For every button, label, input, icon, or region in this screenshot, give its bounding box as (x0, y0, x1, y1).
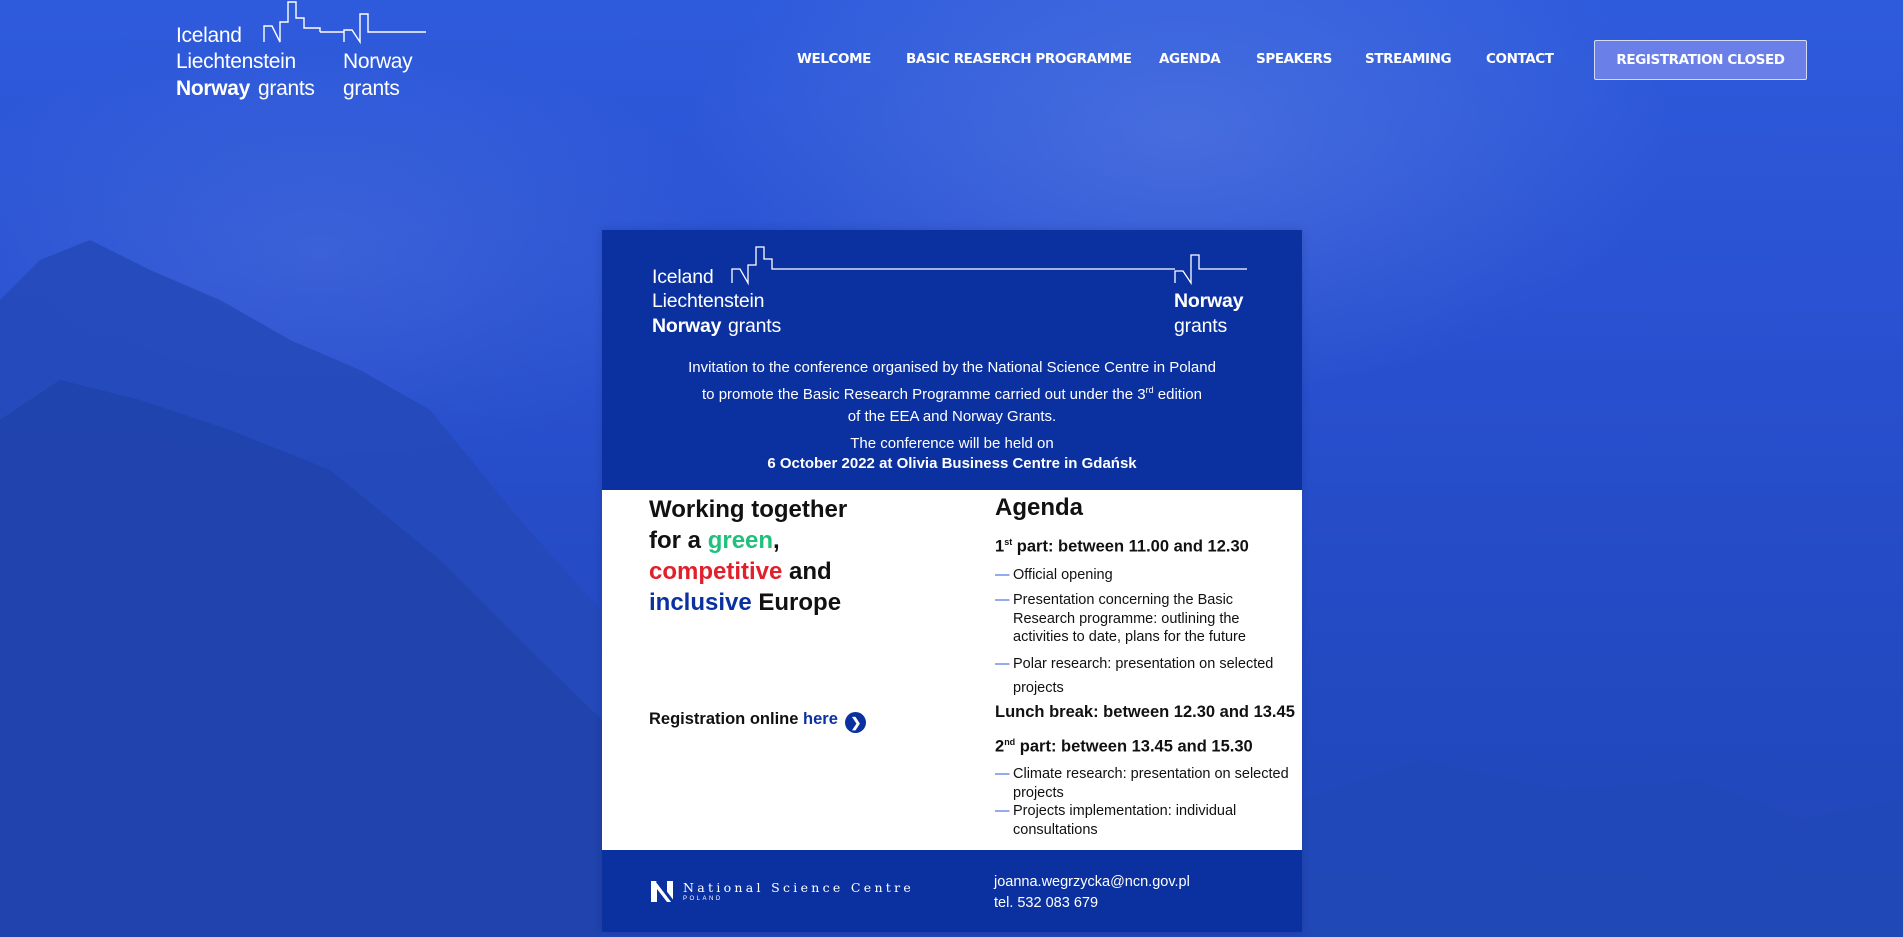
logo-grants: grants (258, 77, 315, 100)
agenda-item: — Official opening (995, 567, 1113, 583)
conference-date (602, 433, 1302, 475)
chevron-right-circle-icon[interactable]: ❯ (845, 712, 866, 733)
registration-online-link[interactable]: Registration online here ❯ (649, 710, 866, 733)
contact-info (994, 872, 1190, 914)
ncn-logo (649, 878, 915, 904)
invitation-footer (602, 850, 1302, 932)
site-logo[interactable] (176, 0, 426, 100)
invite-logo-liechtenstein: Liechtenstein (652, 290, 765, 312)
agenda-item: — Presentation concerning the Basic Research programme: outlining the activities to date, plans for the future (995, 592, 1246, 645)
logo-iceland: Iceland (176, 24, 242, 47)
nav-streaming[interactable]: STREAMING (1365, 51, 1452, 67)
nav-agenda[interactable]: AGENDA (1159, 51, 1221, 67)
nav-contact[interactable]: CONTACT (1486, 51, 1554, 67)
agenda-item: — Projects implementation: individual consultations (995, 803, 1237, 838)
nav-welcome[interactable]: WELCOME (797, 51, 871, 67)
logo-norway-right: Norway (343, 50, 413, 73)
intro-line-3: of the EEA and Norway Grants. (847, 408, 1057, 425)
invite-logo-grants: grants (728, 315, 781, 337)
invitation-card (602, 230, 1302, 932)
invite-logo-grants-right: grants (1174, 315, 1227, 337)
lunch-break: Lunch break: between 12.30 and 13.45 (995, 703, 1295, 721)
part-2-heading: 2nd part: between 13.45 and 15.30 (995, 737, 1253, 756)
held-on-text: The conference will be held on (850, 435, 1054, 452)
contact-email[interactable]: joanna.wegrzycka@ncn.gov.pl (994, 874, 1190, 890)
ncn-name: National Science Centre (683, 880, 915, 895)
contact-phone: tel. 532 083 679 (994, 895, 1099, 911)
registration-closed-button[interactable]: REGISTRATION CLOSED (1594, 40, 1807, 80)
agenda-item: — Polar research: presentation on selected projects (995, 656, 1274, 696)
slogan: Working together for a green, competitive and inclusive Europe (649, 496, 848, 616)
invite-logo-iceland: Iceland (652, 266, 714, 288)
logo-norway: Norway (176, 77, 251, 100)
date-place-text: 6 October 2022 at Olivia Business Centre in Gdańsk (767, 455, 1137, 472)
part-1-heading: 1st part: between 11.00 and 12.30 (995, 537, 1249, 556)
logo-grants-right: grants (343, 77, 400, 100)
ncn-country: POLAND (683, 896, 723, 902)
nav-speakers[interactable]: SPEAKERS (1256, 51, 1332, 67)
intro-line-2: to promote the Basic Research Programme carried out under the 3rd edition (702, 385, 1202, 403)
invite-logo-norway: Norway (652, 315, 722, 337)
intro-line-1: Invitation to the conference organised by the National Science Centre in Poland (688, 359, 1216, 376)
nav-basic-research-programme[interactable]: BASIC REASERCH PROGRAMME (906, 51, 1132, 67)
invitation-header (602, 230, 1302, 490)
agenda-item: — Climate research: presentation on selected projects (995, 766, 1289, 801)
registration-here-link[interactable]: here (803, 710, 838, 728)
ncn-logo-icon (649, 878, 675, 904)
agenda-title: Agenda (995, 494, 1084, 521)
invitation-intro (602, 357, 1302, 428)
invite-logo-norway-right: Norway (1174, 290, 1244, 312)
logo-liechtenstein: Liechtenstein (176, 50, 296, 73)
